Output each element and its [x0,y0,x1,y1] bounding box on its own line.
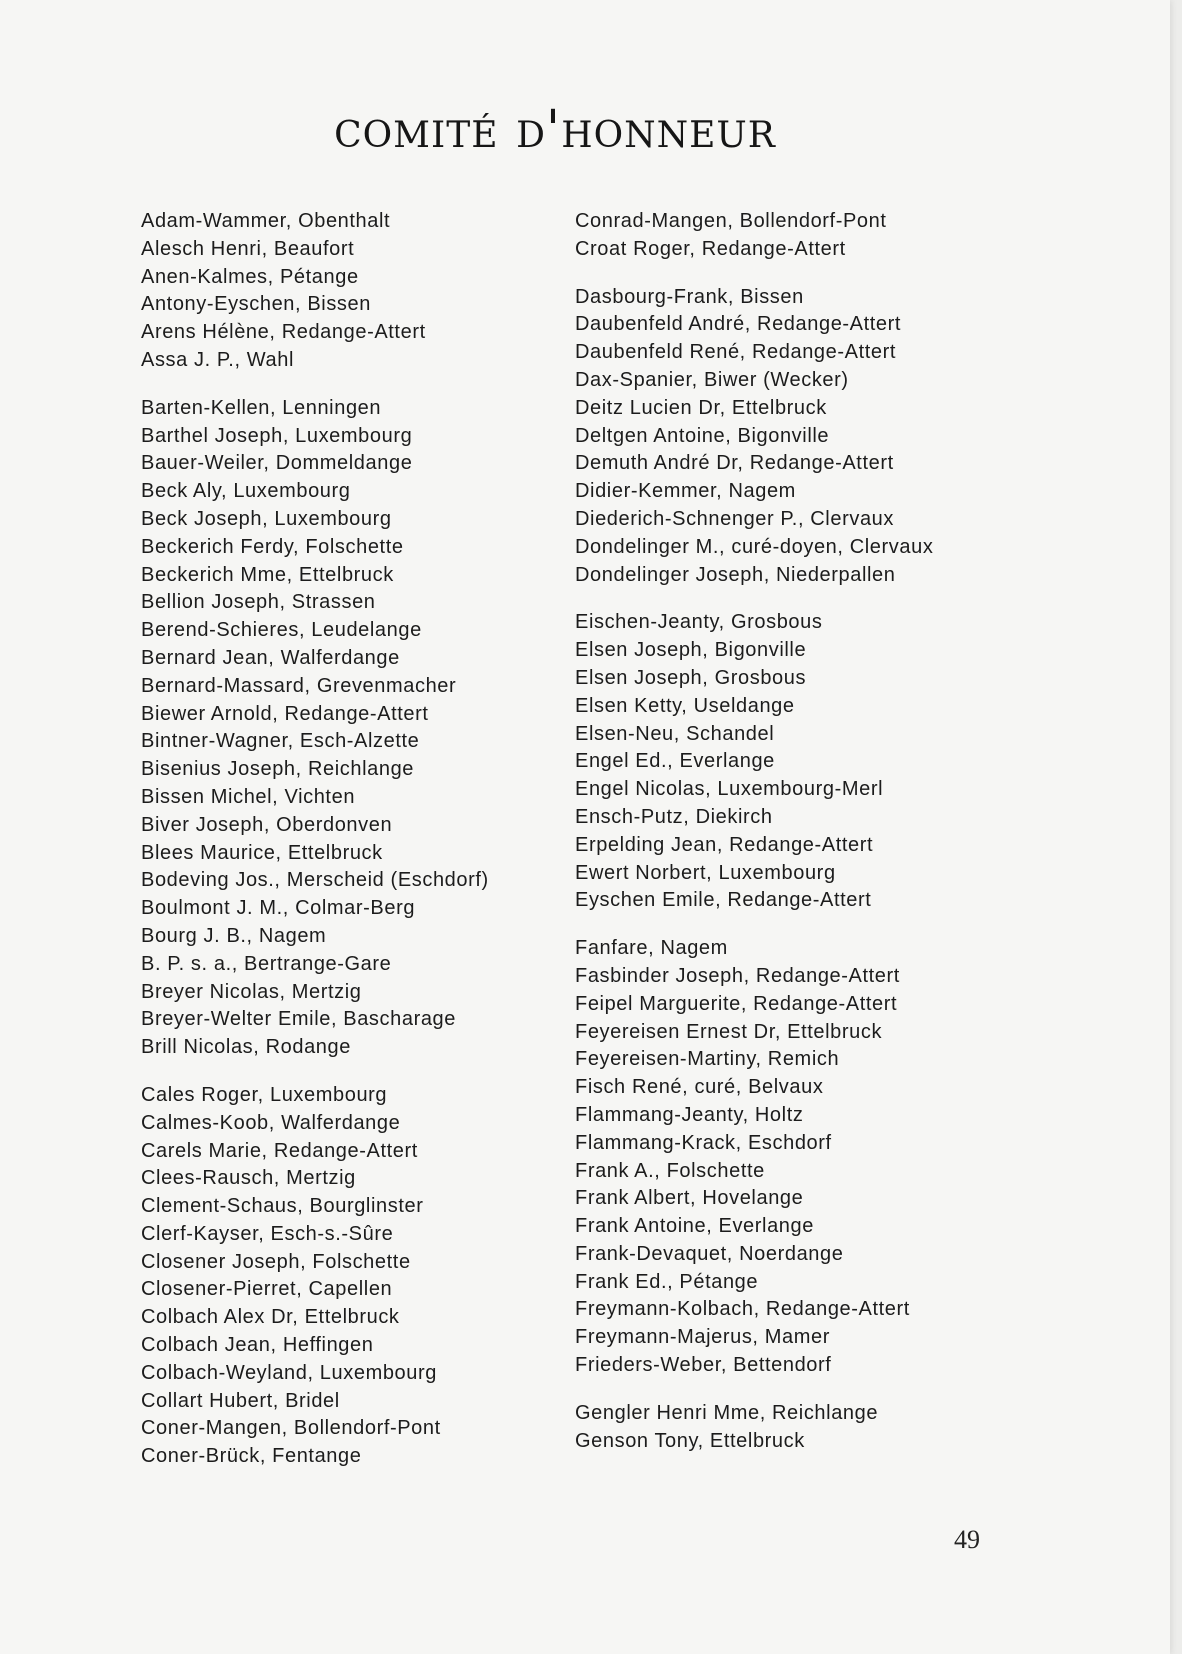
list-item: Colbach Alex Dr, Ettelbruck [141,1306,400,1329]
list-item: Clerf-Kayser, Esch-s.-Sûre [141,1222,394,1245]
list-item: Eyschen Emile, Redange-Attert [575,889,872,912]
list-item: Fanfare, Nagem [575,937,728,960]
list-item: Dondelinger M., curé-doyen, Clervaux [575,535,934,558]
list-item: Deltgen Antoine, Bigonville [575,424,830,447]
list-item: Calmes-Koob, Walferdange [141,1111,401,1134]
list-item: Arens Hélène, Redange-Attert [141,321,426,344]
page-title: comité d'honneur [334,100,776,160]
list-item: Biewer Arnold, Redange-Attert [141,702,429,725]
list-item: Conrad-Mangen, Bollendorf-Pont [575,210,887,232]
list-item: Barten-Kellen, Lenningen [141,396,382,419]
list-item: Flammang-Jeanty, Holtz [575,1103,804,1126]
list-item: Berend-Schieres, Leudelange [141,619,422,642]
list-item: Barthel Joseph, Luxembourg [141,424,413,447]
list-item: Gengler Henri Mme, Reichlange [575,1401,879,1424]
list-item: Adam-Wammer, Obenthalt [141,210,391,232]
list-item: Elsen Joseph, Bigonville [575,639,807,662]
group-spacer [575,1380,933,1400]
list-item: Erpelding Jean, Redange-Attert [575,833,874,856]
list-item: Feyereisen Ernest Dr, Ettelbruck [575,1020,883,1043]
list-item: Ewert Norbert, Luxembourg [575,861,836,884]
list-item: Dax-Spanier, Biwer (Wecker) [575,368,849,391]
list-item: Bintner-Wagner, Esch-Alzette [141,730,420,753]
list-item: Beck Aly, Luxembourg [141,480,351,503]
list-item: Frieders-Weber, Bettendorf [575,1354,832,1377]
group-spacer [575,915,933,935]
list-item: Clees-Rausch, Mertzig [141,1167,356,1190]
list-item: Daubenfeld René, Redange-Attert [575,341,897,364]
list-item: Blees Maurice, Ettelbruck [141,841,383,864]
list-item: Engel Nicolas, Luxembourg-Merl [575,778,884,801]
list-item: Frank A., Folschette [575,1159,765,1182]
list-item: Bodeving Jos., Merscheid (Eschdorf) [141,869,489,892]
list-item: Eischen-Jeanty, Grosbous [575,611,823,634]
list-item: Frank-Devaquet, Noerdange [575,1242,844,1265]
group-spacer [575,264,933,284]
list-item: Biver Joseph, Oberdonven [141,813,393,836]
group-spacer [575,589,933,609]
list-item: Alesch Henri, Beaufort [141,237,355,260]
list-item: Ensch-Putz, Diekirch [575,805,773,828]
list-item: B. P. s. a., Bertrange-Gare [141,952,392,975]
list-item: Antony-Eyschen, Bissen [141,293,371,316]
list-item: Frank Ed., Pétange [575,1270,759,1293]
list-item: Bissen Michel, Vichten [141,785,356,808]
list-item: Closener Joseph, Folschette [141,1250,411,1273]
list-item: Diederich-Schnenger P., Clervaux [575,507,894,530]
list-item: Feyereisen-Martiny, Remich [575,1048,840,1071]
list-item: Colbach Jean, Heffingen [141,1334,374,1357]
list-item: Beckerich Mme, Ettelbruck [141,563,394,586]
list-item: Elsen Ketty, Useldange [575,694,795,717]
list-item: Flammang-Krack, Eschdorf [575,1131,832,1154]
list-item: Demuth André Dr, Redange-Attert [575,452,894,475]
list-item: Bisenius Joseph, Reichlange [141,758,415,781]
list-item: Bellion Joseph, Strassen [141,591,376,614]
list-item: Dondelinger Joseph, Niederpallen [575,563,896,586]
list-item: Cales Roger, Luxembourg [141,1083,388,1106]
list-item: Closener-Pierret, Capellen [141,1278,393,1301]
list-item: Bernard Jean, Walferdange [141,646,400,669]
names-column-left [141,208,489,1471]
list-item: Deitz Lucien Dr, Ettelbruck [575,396,827,419]
list-item: Freymann-Majerus, Mamer [575,1326,830,1349]
list-item: Genson Tony, Ettelbruck [575,1429,805,1452]
list-item: Bernard-Massard, Grevenmacher [141,674,457,697]
list-item: Assa J. P., Wahl [141,348,294,371]
names-column-right [575,208,933,1455]
list-item: Anen-Kalmes, Pétange [141,265,359,288]
list-item: Boulmont J. M., Colmar-Berg [141,897,416,920]
list-item: Colbach-Weyland, Luxembourg [141,1361,437,1384]
list-item: Breyer-Welter Emile, Bascharage [141,1008,457,1031]
list-item: Beckerich Ferdy, Folschette [141,535,404,558]
list-item: Brill Nicolas, Rodange [141,1036,351,1059]
list-item: Bauer-Weiler, Dommeldange [141,452,413,475]
list-item: Clement-Schaus, Bourglinster [141,1195,424,1218]
group-spacer [141,375,489,395]
list-item: Beck Joseph, Luxembourg [141,507,392,530]
list-item: Freymann-Kolbach, Redange-Attert [575,1298,910,1321]
list-item: Breyer Nicolas, Mertzig [141,980,362,1003]
list-item: Feipel Marguerite, Redange-Attert [575,992,898,1015]
list-item: Carels Marie, Redange-Attert [141,1139,418,1162]
list-item: Coner-Mangen, Bollendorf-Pont [141,1417,441,1440]
group-spacer [141,1062,489,1082]
list-item: Croat Roger, Redange-Attert [575,237,846,260]
list-item: Coner-Brück, Fentange [141,1445,362,1468]
list-item: Frank Albert, Hovelange [575,1187,804,1210]
list-item: Elsen-Neu, Schandel [575,722,775,745]
list-item: Elsen Joseph, Grosbous [575,666,807,689]
list-item: Didier-Kemmer, Nagem [575,480,796,503]
list-item: Frank Antoine, Everlange [575,1215,814,1238]
list-item: Fisch René, curé, Belvaux [575,1076,824,1099]
list-item: Daubenfeld André, Redange-Attert [575,313,902,336]
list-item: Dasbourg-Frank, Bissen [575,285,804,308]
list-item: Fasbinder Joseph, Redange-Attert [575,964,900,987]
list-item: Bourg J. B., Nagem [141,924,327,947]
page-number: 49 [954,1525,980,1554]
list-item: Collart Hubert, Bridel [141,1389,340,1412]
list-item: Engel Ed., Everlange [575,750,775,773]
